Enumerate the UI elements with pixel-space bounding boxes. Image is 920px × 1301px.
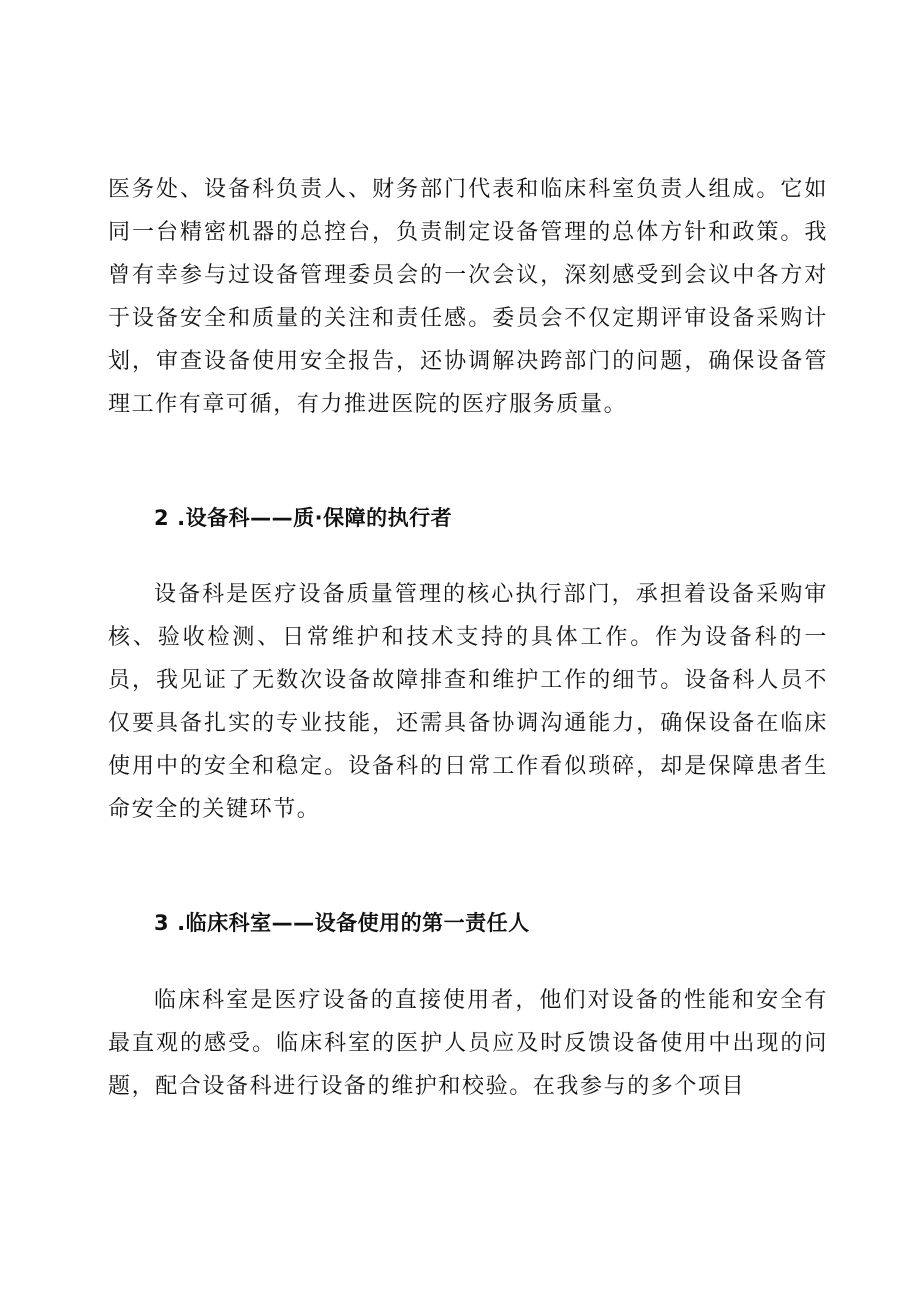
section-number: 3 xyxy=(154,911,170,935)
paragraph-committee: 医务处、设备科负责人、财务部门代表和临床科室负责人组成。它如同一台精密机器的总控台，负责制定设备管理的总体方针和政策。我曾有幸参与过设备管理委员会的一次会议，深刻感受到会议中各方对于设备安全和质量的关注和责任感。委员会不仅定期评审设备采购计划，审查设备使用安全报告，还协调解决跨部门的问题，确保设备管理工作有章可循，有力推进医院的医疗服务质量。 xyxy=(108,177,828,417)
section-heading-equipment-dept xyxy=(154,503,452,533)
section-title: .设备科——质·保障的执行者 xyxy=(177,506,453,530)
section-title: .临床科室——设备使用的第一责任人 xyxy=(177,911,530,935)
paragraph-equipment-dept: 设备科是医疗设备质量管理的核心执行部门，承担着设备采购审核、验收检测、日常维护和技术支持的具体工作。作为设备科的一员，我见证了无数次设备故障排查和维护工作的细节。设备科人员不仅要具备扎实的专业技能，还需具备协调沟通能力，确保设备在临床使用中的安全和稳定。设备科的日常工作看似琐碎，却是保障患者生命安全的关键环节。 xyxy=(108,582,828,822)
paragraph-clinical-dept: 临床科室是医疗设备的直接使用者，他们对设备的性能和安全有最直观的感受。临床科室的医护人员应及时反馈设备使用中出现的问题，配合设备科进行设备的维护和校验。在我参与的多个项目 xyxy=(108,988,828,1099)
section-heading-clinical-dept xyxy=(154,908,530,938)
section-number: 2 xyxy=(154,506,170,530)
